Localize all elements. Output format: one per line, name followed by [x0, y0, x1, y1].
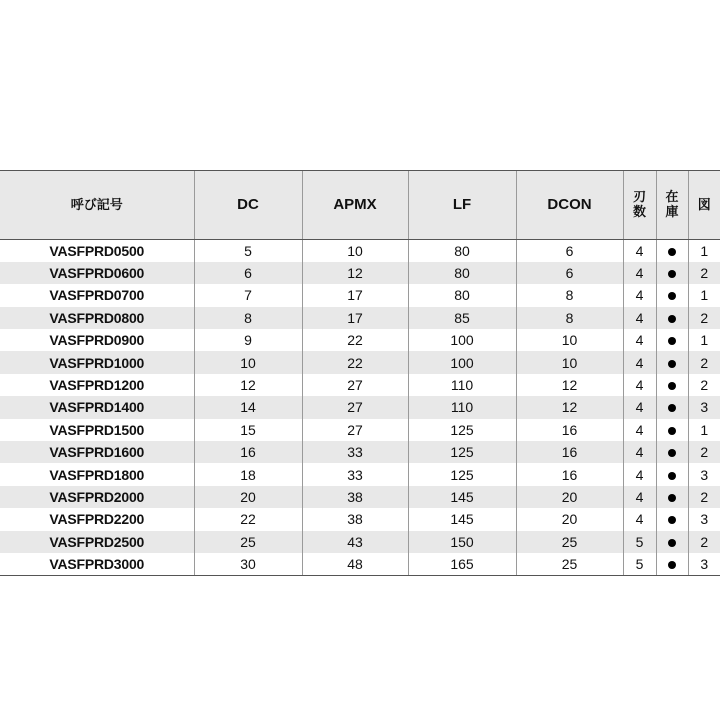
table-row: [0, 531, 720, 553]
dot-icon: [668, 382, 676, 390]
cell-apmx: 27: [302, 396, 408, 418]
header-dcon: DCON: [516, 171, 623, 240]
cell-dcon: 8: [516, 307, 623, 329]
header-code: 呼び記号: [0, 171, 194, 240]
cell-figure: 3: [688, 553, 720, 575]
cell-figure: 1: [688, 419, 720, 441]
cell-dc: 20: [194, 486, 302, 508]
cell-dcon: 6: [516, 262, 623, 284]
table-row: [0, 553, 720, 575]
cell-stock: [656, 284, 688, 306]
cell-dc: 18: [194, 463, 302, 485]
cell-figure: 1: [688, 329, 720, 351]
cell-flutes: 4: [623, 486, 656, 508]
cell-lf: 125: [408, 441, 516, 463]
dot-icon: [668, 315, 676, 323]
table-row: [0, 463, 720, 485]
cell-lf: 150: [408, 531, 516, 553]
cell-flutes: 4: [623, 508, 656, 530]
cell-flutes: 4: [623, 419, 656, 441]
cell-stock: [656, 351, 688, 373]
cell-dc: 15: [194, 419, 302, 441]
cell-dcon: 20: [516, 508, 623, 530]
cell-figure: 2: [688, 262, 720, 284]
cell-dc: 12: [194, 374, 302, 396]
cell-dcon: 16: [516, 463, 623, 485]
cell-code: VASFPRD0600: [49, 265, 145, 282]
cell-apmx: 17: [302, 284, 408, 306]
cell-dc: 5: [194, 240, 302, 262]
cell-flutes: 4: [623, 307, 656, 329]
header-flutes-line1: 刃: [632, 189, 646, 205]
cell-figure: 2: [688, 441, 720, 463]
dot-icon: [668, 292, 676, 300]
cell-stock: [656, 396, 688, 418]
header-row: [0, 171, 720, 240]
cell-dc: 22: [194, 508, 302, 530]
cell-lf: 80: [408, 240, 516, 262]
cell-stock: [656, 240, 688, 262]
cell-stock: [656, 486, 688, 508]
cell-lf: 165: [408, 553, 516, 575]
table-row: [0, 486, 720, 508]
cell-stock: [656, 419, 688, 441]
cell-flutes: 4: [623, 463, 656, 485]
cell-dcon: 10: [516, 329, 623, 351]
cell-flutes: 5: [623, 553, 656, 575]
cell-stock: [656, 531, 688, 553]
cell-code: VASFPRD1500: [49, 421, 145, 438]
cell-flutes: 4: [623, 374, 656, 396]
dot-icon: [668, 248, 676, 256]
cell-figure: 3: [688, 396, 720, 418]
cell-stock: [656, 441, 688, 463]
cell-figure: 2: [688, 307, 720, 329]
cell-dcon: 6: [516, 240, 623, 262]
cell-figure: 3: [688, 463, 720, 485]
table-row: [0, 374, 720, 396]
cell-code: VASFPRD1000: [49, 354, 145, 371]
cell-apmx: 17: [302, 307, 408, 329]
header-dc: DC: [194, 171, 302, 240]
cell-figure: 3: [688, 508, 720, 530]
cell-figure: 1: [688, 240, 720, 262]
cell-dc: 6: [194, 262, 302, 284]
cell-flutes: 4: [623, 441, 656, 463]
table-row: [0, 284, 720, 306]
cell-code: VASFPRD0900: [49, 332, 145, 349]
cell-flutes: 4: [623, 329, 656, 351]
cell-dcon: 16: [516, 441, 623, 463]
cell-stock: [656, 307, 688, 329]
cell-flutes: 5: [623, 531, 656, 553]
cell-dc: 9: [194, 329, 302, 351]
cell-figure: 2: [688, 374, 720, 396]
cell-stock: [656, 329, 688, 351]
cell-dcon: 8: [516, 284, 623, 306]
cell-stock: [656, 262, 688, 284]
cell-code: VASFPRD0700: [49, 287, 145, 304]
cell-apmx: 48: [302, 553, 408, 575]
cell-code: VASFPRD1600: [49, 444, 145, 461]
cell-lf: 80: [408, 284, 516, 306]
cell-lf: 110: [408, 396, 516, 418]
cell-apmx: 33: [302, 463, 408, 485]
dot-icon: [668, 561, 676, 569]
cell-lf: 145: [408, 486, 516, 508]
cell-lf: 125: [408, 463, 516, 485]
cell-lf: 145: [408, 508, 516, 530]
cell-apmx: 12: [302, 262, 408, 284]
cell-dcon: 25: [516, 531, 623, 553]
dot-icon: [668, 516, 676, 524]
cell-lf: 80: [408, 262, 516, 284]
cell-lf: 85: [408, 307, 516, 329]
cell-apmx: 33: [302, 441, 408, 463]
table-row: [0, 419, 720, 441]
dot-icon: [668, 539, 676, 547]
cell-dc: 7: [194, 284, 302, 306]
table-row: [0, 240, 720, 262]
cell-flutes: 4: [623, 284, 656, 306]
cell-dcon: 12: [516, 374, 623, 396]
dot-icon: [668, 337, 676, 345]
dot-icon: [668, 472, 676, 480]
cell-dc: 25: [194, 531, 302, 553]
cell-flutes: 4: [623, 351, 656, 373]
dot-icon: [668, 427, 676, 435]
cell-figure: 2: [688, 486, 720, 508]
cell-dcon: 20: [516, 486, 623, 508]
dot-icon: [668, 449, 676, 457]
cell-lf: 125: [408, 419, 516, 441]
cell-stock: [656, 374, 688, 396]
header-stock-line1: 在: [665, 189, 679, 205]
cell-figure: 2: [688, 531, 720, 553]
cell-apmx: 10: [302, 240, 408, 262]
dot-icon: [668, 360, 676, 368]
cell-code: VASFPRD0500: [49, 242, 145, 259]
dot-icon: [668, 404, 676, 412]
table-row: [0, 396, 720, 418]
cell-dc: 30: [194, 553, 302, 575]
header-lf: LF: [408, 171, 516, 240]
cell-apmx: 38: [302, 508, 408, 530]
spec-table: [0, 170, 720, 576]
table-row: [0, 329, 720, 351]
cell-flutes: 4: [623, 240, 656, 262]
cell-stock: [656, 508, 688, 530]
cell-dcon: 25: [516, 553, 623, 575]
cell-figure: 2: [688, 351, 720, 373]
header-flutes-line2: 数: [632, 204, 646, 219]
cell-lf: 100: [408, 351, 516, 373]
cell-code: VASFPRD1800: [49, 466, 145, 483]
cell-apmx: 27: [302, 419, 408, 441]
header-flutes: [623, 171, 656, 240]
cell-apmx: 22: [302, 351, 408, 373]
cell-code: VASFPRD2000: [49, 488, 145, 505]
cell-code: VASFPRD0800: [49, 309, 145, 326]
cell-dcon: 10: [516, 351, 623, 373]
cell-dc: 10: [194, 351, 302, 373]
cell-dc: 14: [194, 396, 302, 418]
cell-figure: 1: [688, 284, 720, 306]
cell-code: VASFPRD1200: [49, 377, 145, 394]
cell-apmx: 27: [302, 374, 408, 396]
cell-apmx: 43: [302, 531, 408, 553]
cell-code: VASFPRD1400: [49, 399, 145, 416]
header-figure: 図: [688, 171, 720, 240]
table-row: [0, 508, 720, 530]
cell-dcon: 16: [516, 419, 623, 441]
table-row: [0, 262, 720, 284]
table-row: [0, 441, 720, 463]
cell-apmx: 22: [302, 329, 408, 351]
cell-lf: 110: [408, 374, 516, 396]
table-body: [0, 240, 720, 576]
dot-icon: [668, 270, 676, 278]
table-row: [0, 307, 720, 329]
cell-code: VASFPRD2200: [49, 511, 145, 528]
dot-icon: [668, 494, 676, 502]
cell-apmx: 38: [302, 486, 408, 508]
table-header: [0, 171, 720, 240]
cell-stock: [656, 553, 688, 575]
cell-code: VASFPRD3000: [0, 553, 194, 575]
cell-flutes: 4: [623, 396, 656, 418]
table-row: [0, 351, 720, 373]
cell-flutes: 4: [623, 262, 656, 284]
cell-code: VASFPRD2500: [49, 533, 145, 550]
cell-dc: 8: [194, 307, 302, 329]
header-stock: [656, 171, 688, 240]
header-stock-line2: 庫: [665, 204, 679, 219]
cell-lf: 100: [408, 329, 516, 351]
header-apmx: APMX: [302, 171, 408, 240]
cell-dcon: 12: [516, 396, 623, 418]
cell-dc: 16: [194, 441, 302, 463]
cell-stock: [656, 463, 688, 485]
